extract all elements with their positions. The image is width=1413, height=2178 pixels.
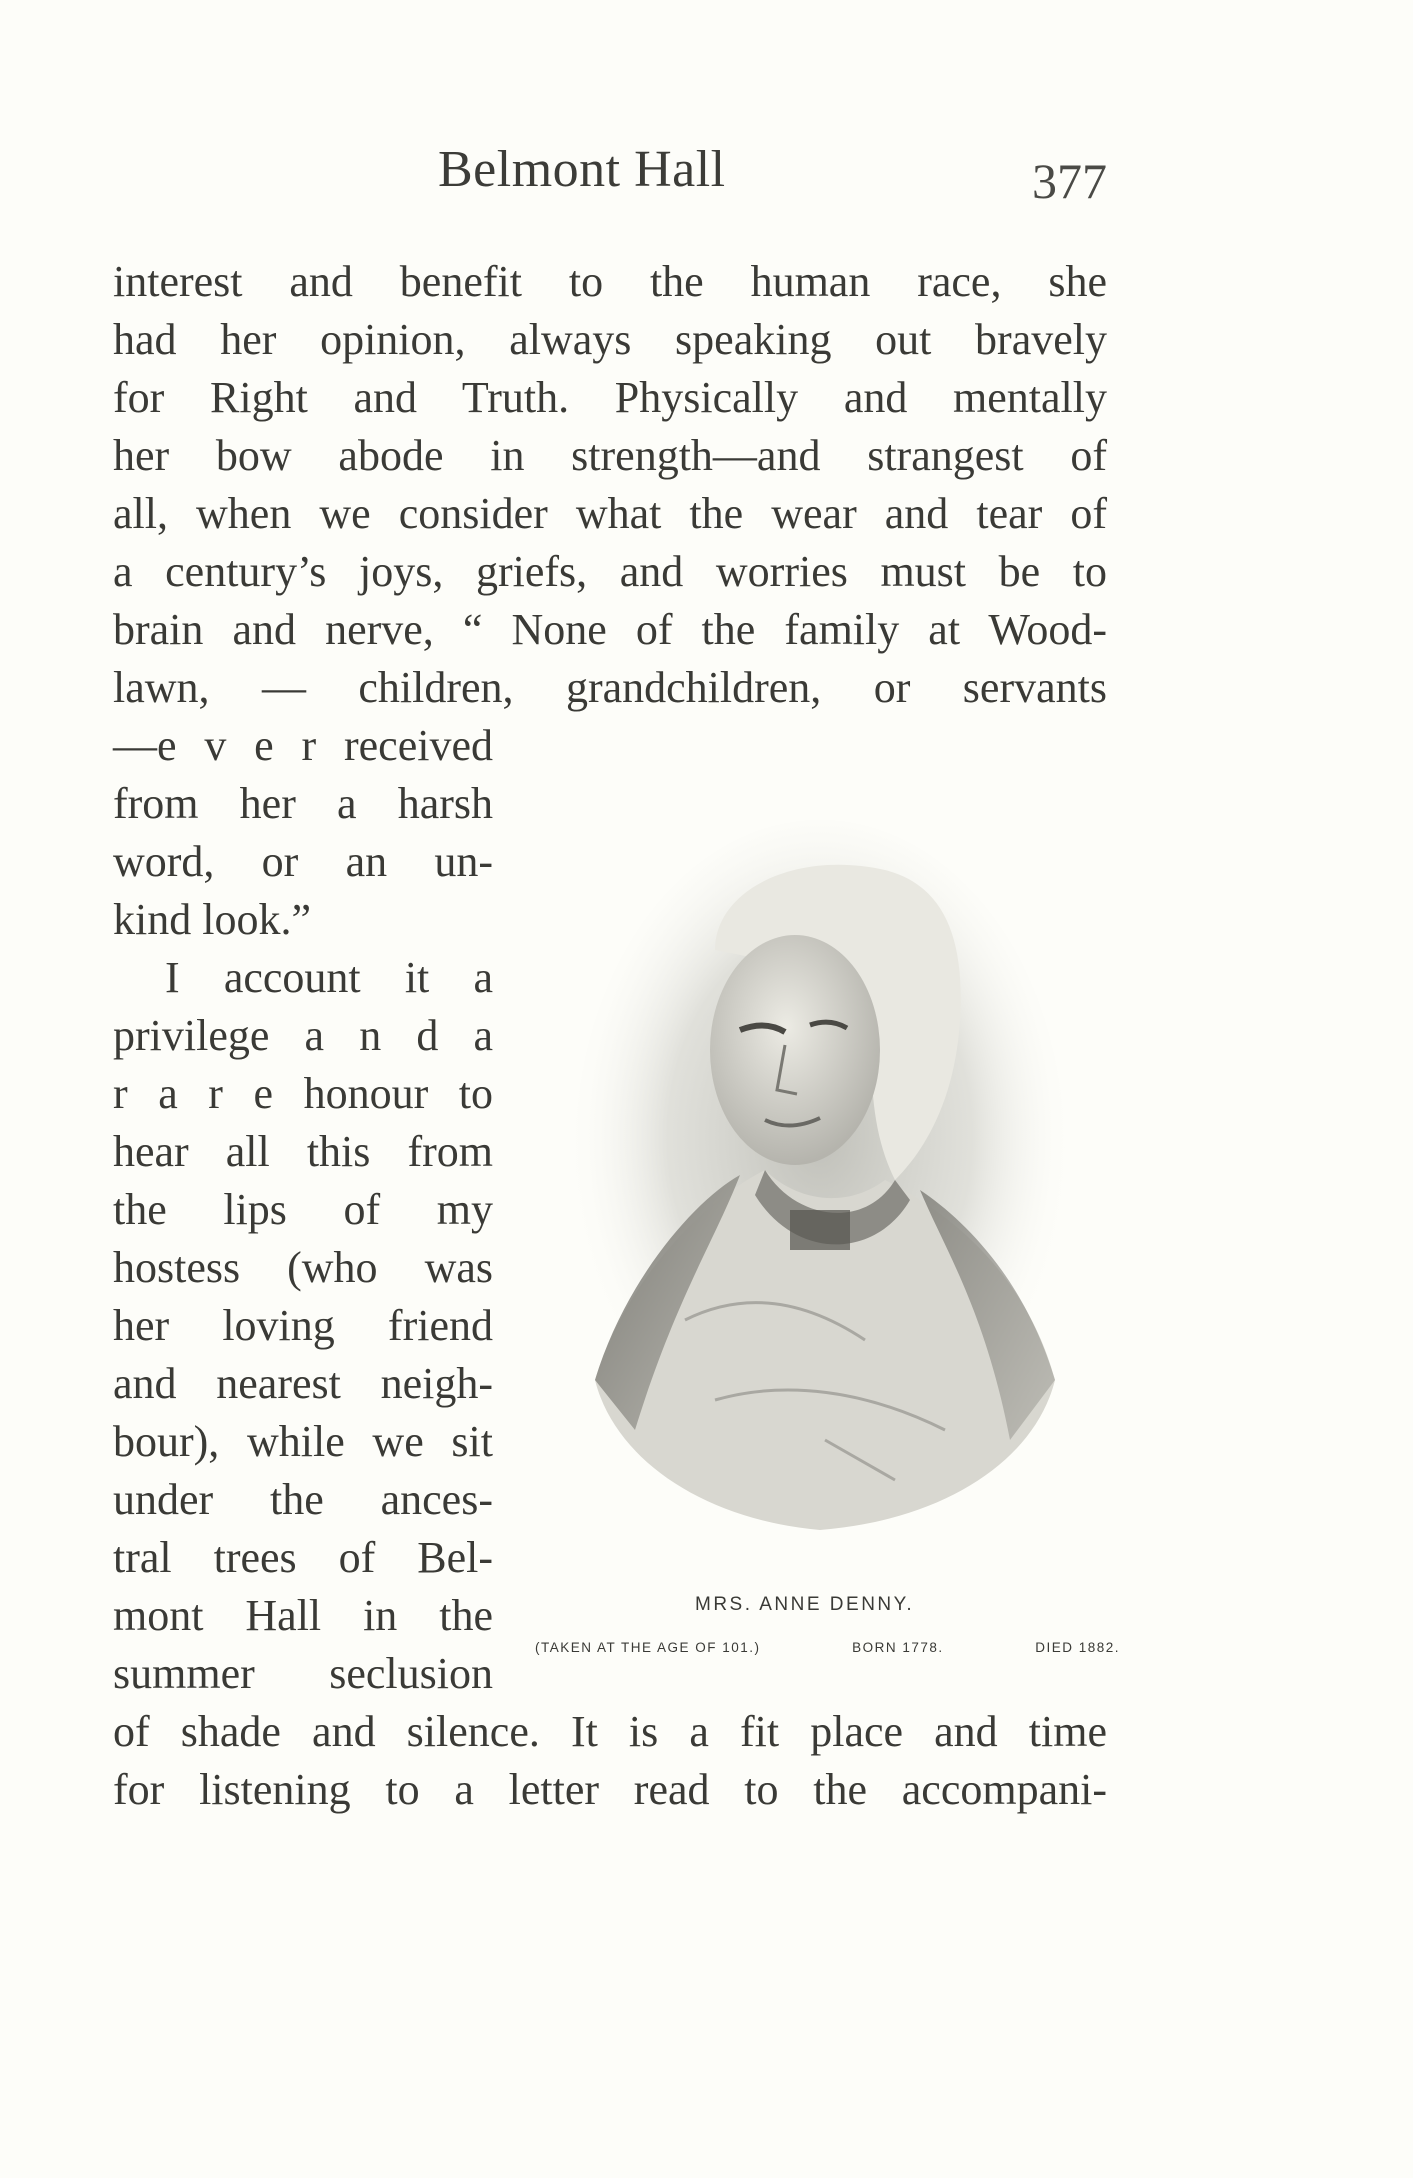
portrait-icon — [565, 820, 1075, 1540]
portrait-caption-detail — [535, 1640, 1120, 1655]
text-line: bour), while we sit — [113, 1417, 493, 1466]
text-line: r a r e honour to — [113, 1069, 493, 1118]
text-line: the lips of my — [113, 1185, 493, 1234]
caption-age: (TAKEN AT THE AGE OF 101.) — [535, 1640, 761, 1655]
text-line: hear all this from — [113, 1127, 493, 1176]
text-line: from her a harsh — [113, 779, 493, 828]
caption-died: DIED 1882. — [1035, 1640, 1120, 1655]
text-line: and nearest neigh- — [113, 1359, 493, 1408]
text-line: for listening to a letter read to the accompani- — [113, 1765, 1107, 1814]
text-line: privilege a n d a — [113, 1011, 493, 1060]
paragraph-first-line: I account it a — [165, 953, 493, 1002]
page-number: 377 — [1032, 153, 1107, 209]
text-line: her bow abode in strength—and strangest of — [113, 431, 1107, 480]
text-line: —e v e r received — [113, 721, 493, 770]
text-line: all, when we consider what the wear and tear of — [113, 489, 1107, 538]
text-line: hostess (who was — [113, 1243, 493, 1292]
text-line: word, or an un- — [113, 837, 493, 886]
portrait-engraving — [565, 820, 1075, 1540]
text-line: tral trees of Bel- — [113, 1533, 493, 1582]
text-line: a century’s joys, griefs, and worries must be to — [113, 547, 1107, 596]
page-header — [0, 0, 1413, 230]
running-head: Belmont Hall — [438, 141, 726, 198]
text-line: under the ances- — [113, 1475, 493, 1524]
text-line: brain and nerve, “ None of the family at Wood- — [113, 605, 1107, 654]
text-line: mont Hall in the — [113, 1591, 493, 1640]
text-line: her loving friend — [113, 1301, 493, 1350]
text-line: kind look.” — [113, 895, 311, 944]
portrait-caption-name: MRS. ANNE DENNY. — [695, 1594, 915, 1615]
caption-born: BORN 1778. — [852, 1640, 944, 1655]
text-line: had her opinion, always speaking out bravely — [113, 315, 1107, 364]
text-line: of shade and silence. It is a fit place and time — [113, 1707, 1107, 1756]
text-line: for Right and Truth. Physically and mentally — [113, 373, 1107, 422]
text-line: lawn, — children, grandchildren, or servants — [113, 663, 1107, 712]
text-line: interest and benefit to the human race, she — [113, 257, 1107, 306]
text-line: summer seclusion — [113, 1649, 493, 1698]
